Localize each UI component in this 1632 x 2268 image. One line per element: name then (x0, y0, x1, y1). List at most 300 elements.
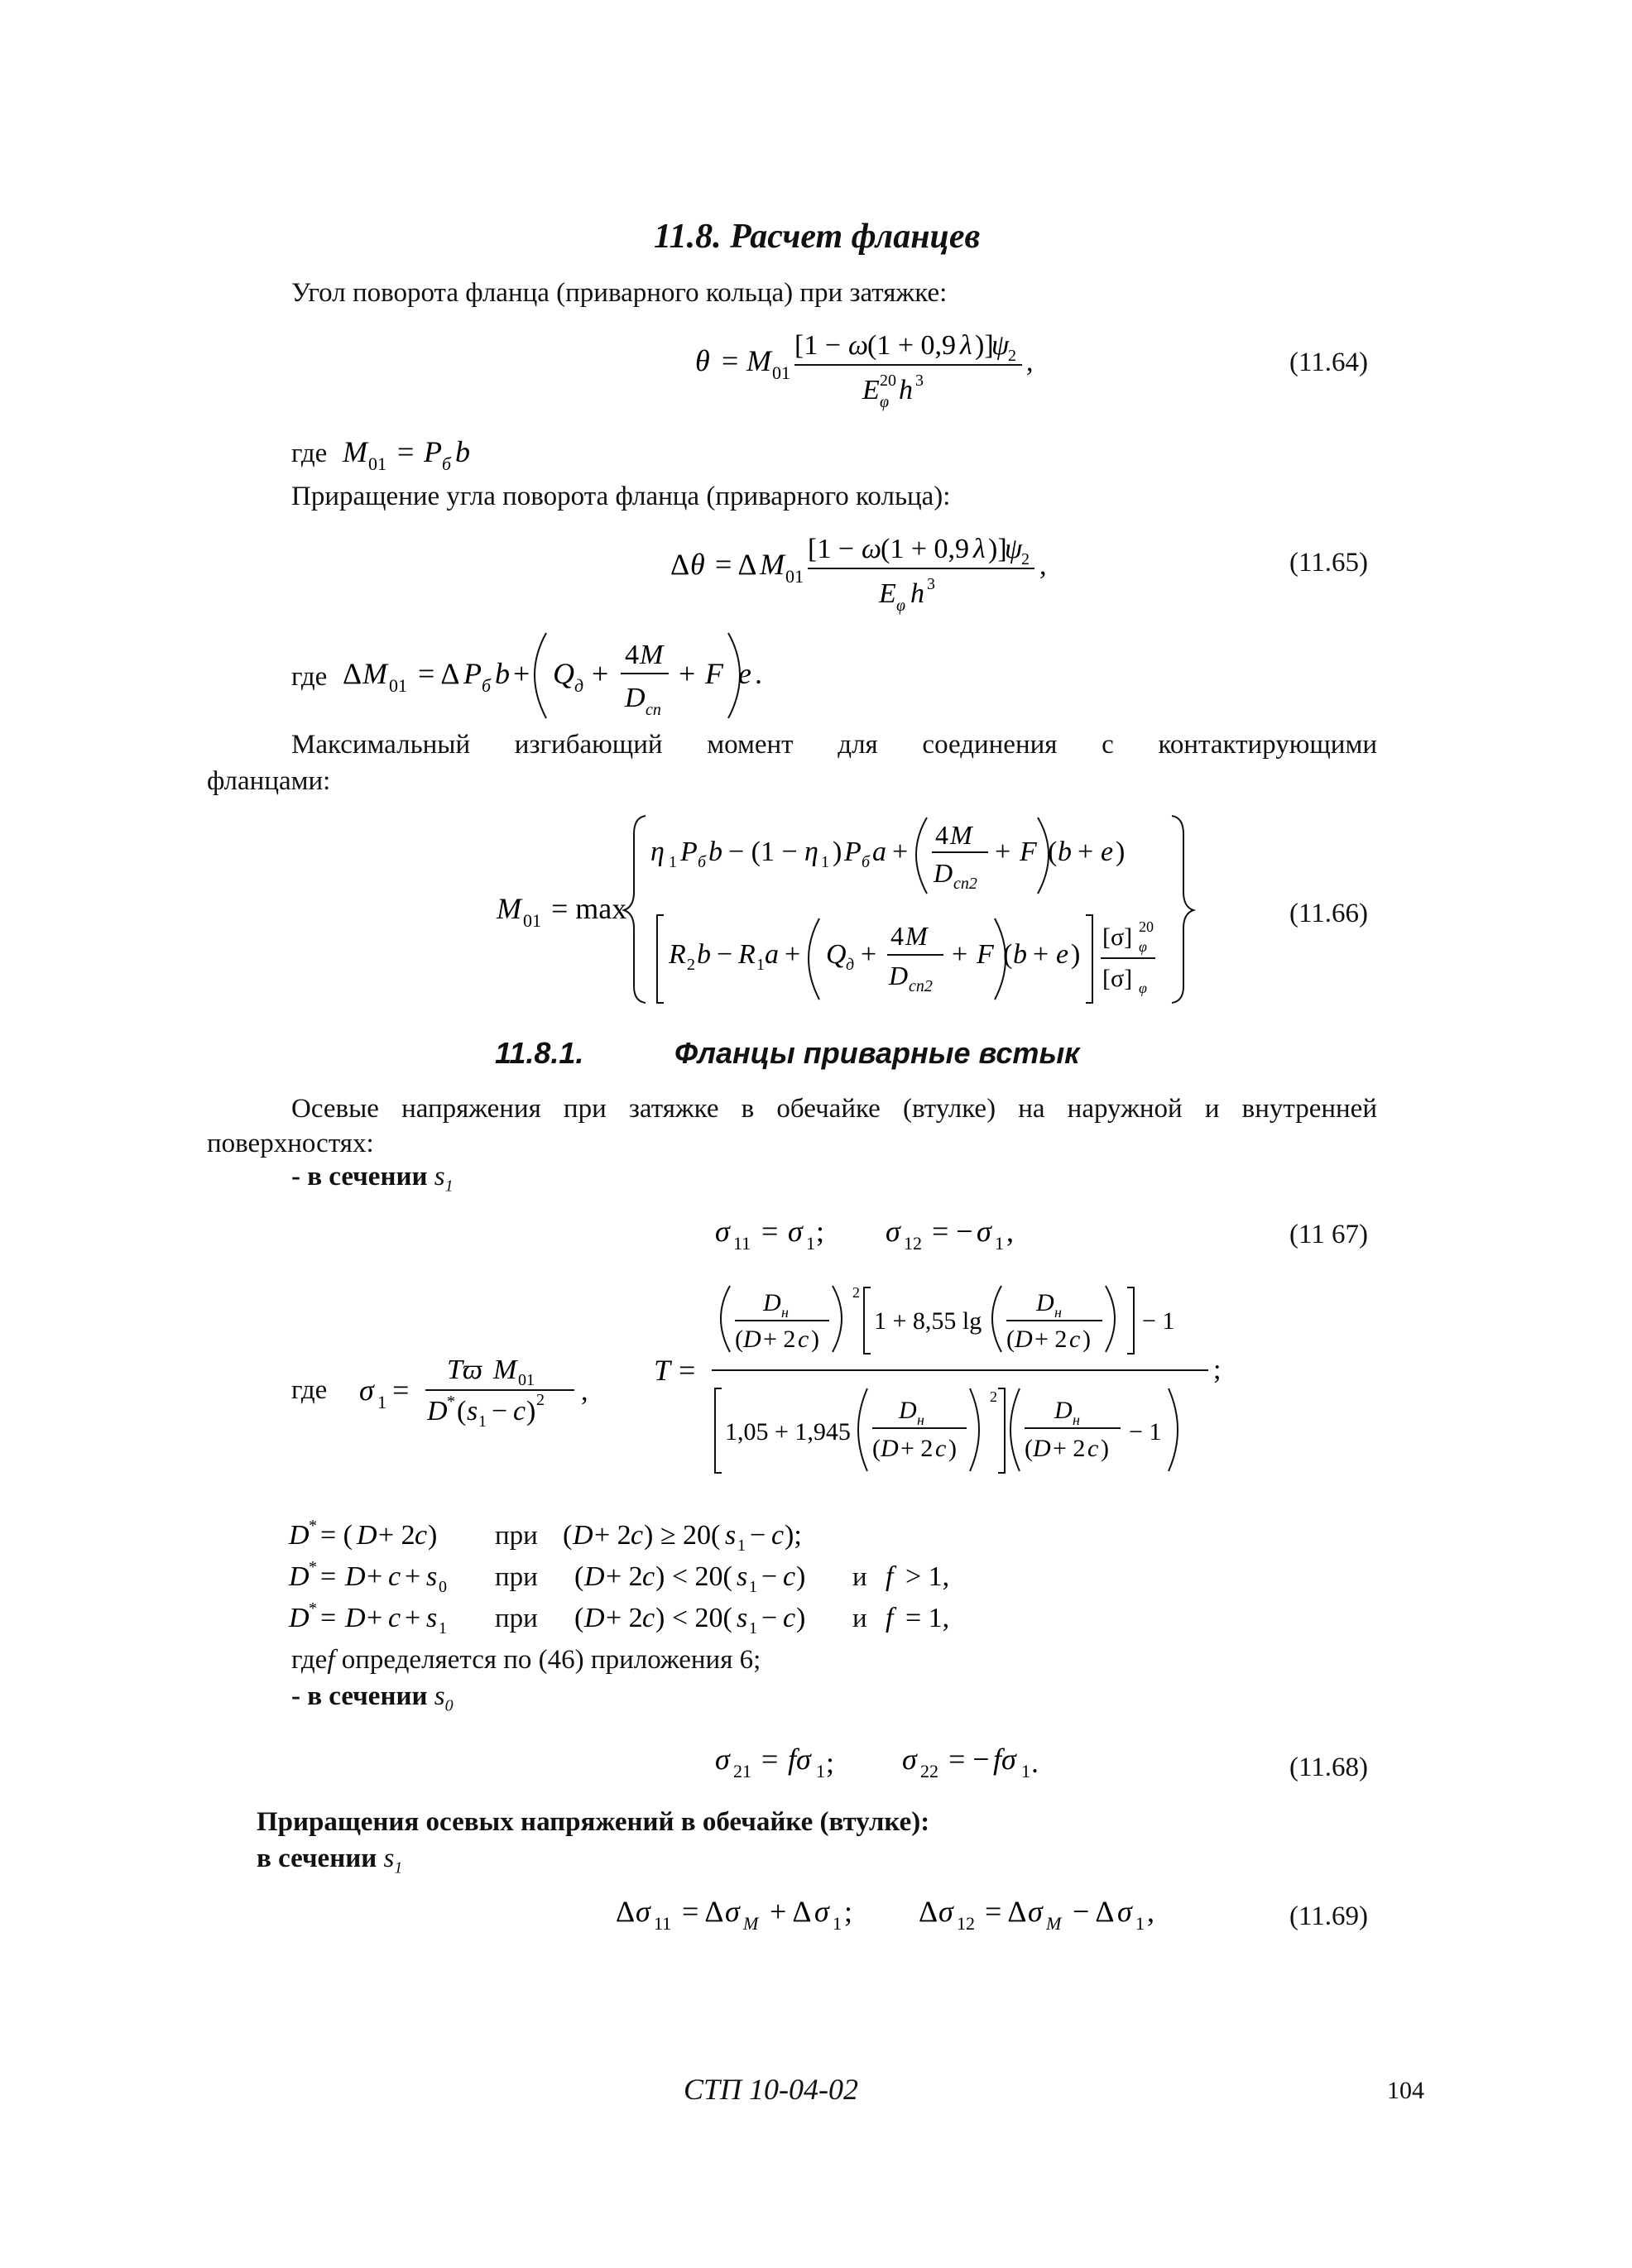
svg-text:c: c (642, 1561, 655, 1592)
svg-text:,: , (1147, 1895, 1154, 1928)
svg-text:θ: θ (695, 344, 710, 377)
svg-text:h: h (899, 375, 913, 405)
svg-text:=: = (320, 1603, 337, 1633)
svg-text:Δ: Δ (919, 1895, 938, 1928)
equation-number-11-67: (11 67) (1289, 1220, 1369, 1249)
note-f-text: определяется по (46) приложения 6; (341, 1645, 761, 1675)
svg-text:fσ: fσ (788, 1743, 811, 1776)
svg-text:R: R (669, 939, 686, 970)
svg-text:б: б (482, 675, 492, 696)
section-s1-sub: 1 (444, 1177, 454, 1196)
formula-sigma1 (356, 1332, 604, 1431)
svg-text:φ: φ (1139, 980, 1147, 996)
svg-text:D: D (1054, 1397, 1073, 1424)
where-label-3: где (291, 1375, 328, 1405)
svg-text:F: F (977, 939, 994, 970)
svg-text:e: e (1056, 939, 1069, 970)
svg-text:1: 1 (756, 956, 765, 974)
svg-text:01: 01 (523, 910, 541, 931)
svg-text:01: 01 (389, 675, 407, 696)
svg-text:M: M (493, 1355, 517, 1385)
svg-text:= −: = − (932, 1215, 973, 1248)
svg-text:M: M (1046, 1913, 1062, 1934)
section-title: 11.8. Расчет фланцев (654, 218, 981, 256)
formula-11-67 (712, 1208, 1059, 1258)
svg-text:(: ( (457, 1396, 467, 1426)
svg-text:φ: φ (880, 393, 890, 411)
svg-text:+: + (405, 1603, 421, 1633)
svg-text:M: M (640, 640, 664, 670)
svg-text:2: 2 (536, 1391, 545, 1409)
svg-text:;: ; (844, 1895, 853, 1928)
svg-text:c: c (783, 1561, 796, 1592)
svg-text:): ) (833, 837, 842, 867)
svg-text:b: b (455, 435, 470, 468)
svg-text:*: * (309, 1599, 317, 1618)
svg-text:ψ: ψ (991, 330, 1010, 361)
svg-text:ψ: ψ (1005, 534, 1023, 564)
svg-text:D: D (881, 1435, 899, 1462)
svg-text:2: 2 (1008, 347, 1016, 365)
svg-text:b: b (697, 939, 711, 970)
svg-text:+: + (1033, 939, 1049, 970)
svg-text:σ: σ (1117, 1895, 1132, 1928)
svg-text:−: − (492, 1396, 508, 1426)
svg-text:+: + (995, 837, 1011, 867)
page-number: 104 (1387, 2077, 1424, 2104)
svg-text:=: = (679, 1354, 696, 1387)
svg-text:(: ( (1048, 837, 1058, 867)
svg-text:1: 1 (377, 1392, 386, 1412)
svg-text:20: 20 (880, 372, 896, 390)
formula-dstar-3 (286, 1597, 501, 1638)
svg-text:= Δ: = Δ (418, 657, 460, 690)
svg-text:D: D (1015, 1326, 1033, 1353)
svg-text:1: 1 (821, 853, 829, 871)
svg-text:): ) (796, 1561, 806, 1592)
svg-text:η: η (650, 837, 665, 867)
svg-text:λ: λ (960, 330, 972, 361)
svg-text:E: E (879, 578, 896, 609)
svg-text:+ 2: + 2 (900, 1435, 934, 1462)
svg-text:2: 2 (1021, 550, 1030, 568)
svg-text:4: 4 (890, 921, 904, 951)
svg-text:01: 01 (785, 566, 804, 587)
subsection-title: Фланцы приварные встык (674, 1036, 1080, 1070)
formula-11-65 (662, 523, 1059, 622)
svg-text:[1 −: [1 − (808, 534, 854, 564)
svg-text:) < 20(: ) < 20( (655, 1603, 732, 1633)
svg-text:− (1 −: − (1 − (728, 837, 798, 867)
svg-text:D: D (345, 1561, 366, 1592)
svg-text:+: + (892, 837, 909, 867)
svg-text:c: c (1069, 1326, 1081, 1353)
svg-text:д: д (846, 956, 855, 974)
svg-text:D: D (1036, 1289, 1054, 1316)
equation-number-11-64: (11.64) (1289, 348, 1369, 377)
svg-text:c: c (631, 1520, 644, 1551)
svg-text:D: D (889, 961, 909, 990)
svg-text:(: ( (1006, 1326, 1015, 1353)
svg-text:c: c (1087, 1435, 1099, 1462)
svg-text:сп2: сп2 (953, 875, 977, 893)
svg-text:)]: )] (988, 534, 1007, 564)
svg-text:= Δ: = Δ (985, 1895, 1027, 1928)
paragraph-1: Угол поворота фланца (приварного кольца) при затяжке: (291, 278, 948, 308)
svg-text:σ: σ (1028, 1895, 1043, 1928)
svg-text:η: η (804, 837, 818, 867)
svg-text:(: ( (1025, 1435, 1033, 1462)
svg-text:+: + (513, 657, 530, 690)
svg-text:): ) (428, 1520, 438, 1551)
subsection-number: 11.8.1. (495, 1036, 584, 1070)
formula-cond-3 (571, 1597, 836, 1638)
svg-text:01: 01 (518, 1371, 535, 1389)
svg-text:σ: σ (886, 1215, 900, 1248)
paragraph-3-line-2: фланцами: (207, 766, 331, 796)
section-s1b-var: s (383, 1844, 395, 1873)
svg-text:s: s (426, 1603, 438, 1633)
svg-text:3: 3 (927, 575, 935, 593)
svg-text:01: 01 (368, 453, 386, 474)
svg-text:s: s (737, 1603, 748, 1633)
svg-text:= Δ: = Δ (715, 548, 757, 581)
svg-text:+ 2: + 2 (606, 1603, 643, 1633)
section-s0-var: s (434, 1681, 445, 1711)
where-label-2: где (291, 662, 328, 692)
svg-text:= Δ: = Δ (682, 1895, 724, 1928)
and-word-2: и (852, 1562, 867, 1592)
svg-text:б: б (862, 853, 871, 871)
formula-dstar-1 (286, 1514, 492, 1556)
svg-text:D: D (289, 1603, 310, 1633)
svg-text:−: − (750, 1520, 766, 1551)
svg-text:=: = (320, 1561, 337, 1592)
svg-text:б: б (698, 853, 707, 871)
svg-text:P: P (844, 837, 862, 867)
svg-text:+: + (367, 1603, 383, 1633)
svg-text:+: + (592, 657, 609, 690)
svg-text:> 1,: > 1, (905, 1561, 950, 1592)
svg-text:s: s (737, 1561, 748, 1592)
svg-text:D: D (427, 1396, 448, 1426)
svg-text:,: , (1039, 550, 1047, 581)
svg-text:D: D (573, 1520, 593, 1551)
svg-text:): ) (1116, 837, 1126, 867)
svg-text:h: h (910, 578, 924, 609)
svg-text:− 1: − 1 (1129, 1418, 1162, 1446)
svg-text:s: s (467, 1396, 478, 1426)
svg-text:D: D (763, 1289, 781, 1316)
svg-text:Δ: Δ (343, 657, 362, 690)
svg-text:M: M (760, 548, 785, 581)
svg-text:− Δ: − Δ (1073, 1895, 1115, 1928)
svg-text:+ 2: + 2 (594, 1520, 631, 1551)
section-s0-sub: 0 (444, 1696, 454, 1715)
svg-text:[1 −: [1 − (794, 330, 841, 361)
svg-text:+ Δ: + Δ (770, 1895, 812, 1928)
svg-text:e: e (1101, 837, 1114, 867)
svg-text:D: D (345, 1603, 366, 1633)
svg-text:+: + (861, 939, 877, 970)
formula-dstar-2 (286, 1556, 501, 1597)
svg-text:Δ: Δ (670, 548, 690, 581)
svg-text:θ: θ (690, 548, 705, 581)
svg-text:0: 0 (439, 1578, 447, 1596)
svg-text:,: , (1026, 347, 1034, 377)
svg-text:F: F (705, 657, 723, 690)
condition-word-3: при (495, 1604, 538, 1633)
svg-text:fσ: fσ (993, 1743, 1016, 1776)
svg-text:1: 1 (806, 1233, 815, 1254)
svg-text:+: + (679, 657, 696, 690)
svg-text:2: 2 (990, 1388, 997, 1405)
svg-text:+ 2: + 2 (1053, 1435, 1086, 1462)
svg-text:−: − (717, 939, 733, 970)
section-s0-label (291, 1680, 454, 1723)
svg-text:ω: ω (848, 330, 869, 361)
section-s1-text: - в сечении (291, 1162, 428, 1192)
svg-text:σ: σ (715, 1743, 730, 1776)
svg-text:Δ: Δ (616, 1895, 636, 1928)
formula-11-64 (679, 319, 1051, 419)
svg-text:σ: σ (715, 1215, 730, 1248)
svg-text:D: D (584, 1603, 605, 1633)
formula-11-66 (488, 809, 1208, 1008)
svg-text:b: b (1058, 837, 1072, 867)
svg-text:F: F (1020, 837, 1037, 867)
svg-text:2: 2 (687, 956, 695, 974)
svg-text:σ: σ (977, 1215, 991, 1248)
svg-text:4: 4 (935, 820, 948, 850)
svg-text:+: + (952, 939, 968, 970)
svg-text:= −: = − (948, 1743, 990, 1776)
svg-text:) < 20(: ) < 20( (655, 1561, 732, 1592)
svg-text:01: 01 (772, 362, 790, 383)
svg-text:н: н (1054, 1304, 1062, 1321)
svg-text:σ: σ (814, 1895, 829, 1928)
svg-text:−: − (761, 1603, 778, 1633)
svg-text:,: , (581, 1376, 588, 1407)
svg-text:);: ); (785, 1520, 802, 1551)
svg-text:φ: φ (1139, 938, 1147, 955)
svg-text:12: 12 (957, 1913, 975, 1934)
svg-text:(: ( (574, 1603, 584, 1633)
svg-text:): ) (1101, 1435, 1109, 1462)
svg-text:E: E (862, 375, 880, 405)
svg-text:(: ( (1003, 939, 1013, 970)
svg-text:20: 20 (1139, 918, 1154, 935)
equation-number-11-68: (11.68) (1289, 1753, 1369, 1782)
svg-text:+: + (367, 1561, 383, 1592)
equation-number-11-66: (11.66) (1289, 899, 1369, 928)
svg-text:1: 1 (478, 1412, 487, 1431)
formula-f-gt-1 (882, 1556, 982, 1597)
svg-text:T: T (654, 1354, 671, 1387)
svg-text:λ: λ (973, 534, 986, 564)
svg-text:12: 12 (904, 1233, 922, 1254)
svg-text:2: 2 (852, 1284, 860, 1301)
svg-text:4: 4 (625, 640, 639, 670)
svg-text:Q: Q (553, 657, 574, 690)
svg-text:1: 1 (737, 1537, 746, 1555)
svg-text:c: c (935, 1435, 947, 1462)
condition-word-2: при (495, 1562, 538, 1592)
svg-text:;: ; (816, 1215, 825, 1248)
svg-text:M: M (343, 435, 367, 468)
formula-T (646, 1281, 1225, 1488)
section-s1-var: s (434, 1162, 445, 1192)
svg-text:e: e (738, 657, 751, 690)
svg-text:c: c (388, 1561, 401, 1592)
svg-text:(: ( (574, 1561, 584, 1592)
note-f-definition (291, 1643, 761, 1676)
svg-text:): ) (1082, 1326, 1091, 1353)
svg-text:f: f (886, 1561, 894, 1592)
svg-text:−: − (761, 1561, 778, 1592)
svg-text:D: D (584, 1561, 605, 1592)
svg-text:1: 1 (1021, 1761, 1030, 1781)
svg-text:R: R (738, 939, 756, 970)
svg-text:Tϖ: Tϖ (447, 1355, 482, 1385)
svg-text:.: . (1031, 1746, 1039, 1779)
svg-text:): ) (948, 1435, 957, 1462)
svg-text:1 + 8,55 lg: 1 + 8,55 lg (874, 1307, 982, 1335)
svg-text:1,05 + 1,945: 1,05 + 1,945 (725, 1418, 851, 1446)
svg-text:1: 1 (439, 1619, 447, 1637)
svg-text:21: 21 (733, 1761, 751, 1781)
svg-text:*: * (309, 1558, 317, 1576)
svg-text:D: D (289, 1561, 310, 1592)
svg-text:1: 1 (749, 1619, 757, 1637)
svg-text:φ: φ (896, 597, 906, 615)
svg-text:+ 2: + 2 (378, 1520, 415, 1551)
svg-text:): ) (796, 1603, 806, 1633)
svg-text:3: 3 (915, 372, 924, 390)
svg-text:11: 11 (654, 1913, 672, 1934)
svg-text:a: a (872, 837, 886, 867)
svg-text:− 1: − 1 (1142, 1307, 1175, 1335)
svg-text:): ) (811, 1326, 819, 1353)
paragraph-3-line-1: Максимальный изгибающий момент для соединения с контактирующими (291, 730, 1377, 760)
svg-text:c: c (642, 1603, 655, 1633)
svg-text:b: b (1013, 939, 1027, 970)
footer-document-code: СТП 10-04-02 (684, 2073, 859, 2106)
svg-text:M: M (905, 921, 928, 951)
formula-11-68 (712, 1736, 1076, 1786)
svg-text:н: н (917, 1412, 924, 1428)
svg-text:=: = (722, 344, 739, 377)
svg-text:s: s (426, 1561, 438, 1592)
formula-cond-2 (571, 1556, 836, 1597)
svg-text:D: D (934, 858, 953, 888)
formula-cond-1 (559, 1514, 907, 1556)
svg-text:1: 1 (995, 1233, 1004, 1254)
svg-text:11: 11 (733, 1233, 751, 1254)
svg-text:D: D (1033, 1435, 1051, 1462)
svg-text:[σ]: [σ] (1102, 965, 1133, 992)
svg-text:M: M (746, 344, 771, 377)
svg-text:ω: ω (862, 534, 882, 564)
svg-text:): ) (526, 1396, 536, 1426)
svg-text:=: = (761, 1215, 779, 1248)
paragraph-5: Приращения осевых напряжений в обечайке (втулке): (257, 1807, 930, 1837)
section-s1b-sub: 1 (394, 1858, 403, 1877)
svg-text:+: + (785, 939, 801, 970)
svg-text:σ: σ (938, 1895, 953, 1928)
svg-text:D: D (743, 1326, 761, 1353)
svg-text:сп: сп (646, 701, 661, 719)
svg-text:1: 1 (833, 1913, 842, 1934)
svg-text:*: * (447, 1393, 455, 1411)
svg-text:s: s (725, 1520, 737, 1551)
svg-text:M: M (497, 892, 521, 925)
svg-text:= max: = max (551, 892, 627, 925)
svg-text:сп2: сп2 (909, 977, 933, 995)
and-word-3: и (852, 1604, 867, 1633)
svg-text:σ: σ (725, 1895, 740, 1928)
svg-text:н: н (781, 1304, 789, 1321)
condition-word-1: при (495, 1521, 538, 1551)
svg-text:= 1,: = 1, (905, 1603, 950, 1633)
svg-text:f: f (886, 1603, 894, 1633)
svg-text:(1 + 0,9: (1 + 0,9 (881, 534, 969, 564)
svg-text:D: D (899, 1397, 917, 1424)
formula-f-eq-1 (882, 1597, 982, 1638)
svg-text:+: + (405, 1561, 421, 1592)
formula-delta-m01 (339, 621, 803, 728)
svg-text:) ≥ 20(: ) ≥ 20( (644, 1520, 721, 1551)
section-s1b-label (257, 1842, 402, 1885)
svg-text:+ 2: + 2 (763, 1326, 796, 1353)
section-s1b-text: в сечении (257, 1844, 377, 1873)
svg-text:σ: σ (788, 1215, 803, 1248)
svg-text:c: c (388, 1603, 401, 1633)
svg-text:=: = (392, 1374, 410, 1407)
svg-text:σ: σ (359, 1374, 374, 1407)
svg-text:=: = (761, 1743, 779, 1776)
section-s1-label (291, 1160, 454, 1203)
svg-text:P: P (424, 435, 442, 468)
svg-text:=: = (397, 435, 415, 468)
note-f-where: где (291, 1645, 328, 1675)
equation-number-11-69: (11.69) (1289, 1901, 1369, 1931)
svg-text:P: P (680, 837, 698, 867)
svg-text:н: н (1073, 1412, 1080, 1428)
svg-text:a: a (765, 939, 779, 970)
svg-text:б: б (442, 453, 452, 474)
formula-m01 (339, 429, 505, 478)
svg-text:D: D (357, 1520, 377, 1551)
formula-11-69 (612, 1888, 1175, 1938)
svg-text:P: P (463, 657, 482, 690)
svg-text:(: ( (563, 1520, 573, 1551)
svg-text:D: D (625, 683, 646, 713)
svg-text:+: + (1078, 837, 1094, 867)
svg-text:+ 2: + 2 (1034, 1326, 1068, 1353)
svg-text:M: M (743, 1913, 759, 1934)
svg-text:D: D (289, 1520, 310, 1551)
svg-text:1: 1 (816, 1761, 825, 1781)
svg-text:*: * (309, 1517, 317, 1535)
svg-text:+ 2: + 2 (606, 1561, 643, 1592)
section-s0-text: - в сечении (291, 1681, 428, 1711)
svg-text:c: c (798, 1326, 809, 1353)
svg-text:σ: σ (636, 1895, 650, 1928)
svg-text:,: , (1006, 1215, 1014, 1248)
svg-text:c: c (783, 1603, 796, 1633)
svg-text:1: 1 (749, 1578, 757, 1596)
